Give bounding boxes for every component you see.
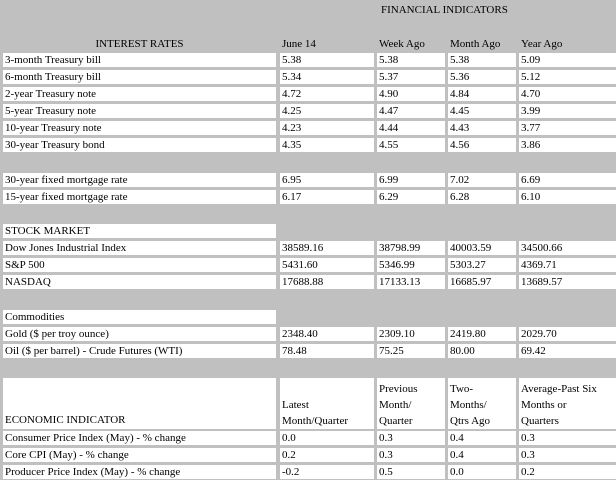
rate-row-value-col4: 5.09 [519, 53, 616, 67]
economic-row-label: Producer Price Index (May) - % change [3, 465, 276, 479]
title-row [0, 2, 616, 18]
econ-col-average-line3: Quarters [521, 415, 559, 427]
economic-row-value-col2: 0.3 [377, 448, 445, 462]
economic-row-value-col1: -0.2 [280, 465, 374, 479]
stock-row-value-col1: 5431.60 [280, 258, 374, 272]
rate-row-value-col4: 3.99 [519, 104, 616, 118]
mortgage-row-value-col4: 6.69 [519, 173, 616, 187]
rate-row-value-col3: 5.36 [448, 70, 516, 84]
commodity-row-label: Oil ($ per barrel) - Crude Futures (WTI) [3, 344, 276, 358]
econ-col-previous [377, 378, 445, 429]
economic-indicator-heading: ECONOMIC INDICATOR [3, 378, 276, 429]
economic-row-value-col3: 0.4 [448, 448, 516, 462]
rate-row-label: 5-year Treasury note [3, 104, 276, 118]
rate-row-value-col2: 5.37 [377, 70, 445, 84]
stock-market-header-row [0, 223, 616, 239]
econ-col-latest [280, 378, 374, 429]
mortgage-row-value-col3: 7.02 [448, 173, 516, 187]
rate-row-value-col1: 4.72 [280, 87, 374, 101]
rate-row-value-col4: 3.86 [519, 138, 616, 152]
stock-row-value-col2: 5346.99 [377, 258, 445, 272]
stock-row [0, 257, 616, 273]
rate-row-label: 2-year Treasury note [3, 87, 276, 101]
stock-row-value-col3: 5303.27 [448, 258, 516, 272]
mortgage-row [0, 189, 616, 205]
commodity-row-label: Gold ($ per troy ounce) [3, 327, 276, 341]
commodity-row [0, 343, 616, 359]
economic-row-value-col2: 0.3 [377, 431, 445, 445]
mortgage-row-label: 15-year fixed mortgage rate [3, 190, 276, 204]
rate-row [0, 137, 616, 153]
rate-row-value-col2: 4.44 [377, 121, 445, 135]
rate-row-value-col3: 5.38 [448, 53, 516, 67]
economic-row-value-col4: 0.3 [519, 431, 616, 445]
rate-row-value-col4: 5.12 [519, 70, 616, 84]
econ-col-average-line1: Average-Past Six [521, 383, 597, 395]
econ-col-two-ago-line3: Qtrs Ago [450, 415, 491, 427]
econ-col-average-line2: Months or [521, 399, 567, 411]
econ-col-two-ago-line1: Two- [450, 383, 474, 395]
economic-row [0, 430, 616, 446]
commodity-row-value-col2: 75.25 [377, 344, 445, 358]
economic-row [0, 464, 616, 480]
rate-row-value-col2: 4.90 [377, 87, 445, 101]
econ-col-two-ago-line2: Months/ [450, 399, 487, 411]
mortgage-row-value-col2: 6.99 [377, 173, 445, 187]
economic-row-label: Consumer Price Index (May) - % change [3, 431, 276, 445]
rate-row-value-col3: 4.56 [448, 138, 516, 152]
rate-row [0, 52, 616, 68]
rate-row-value-col3: 4.45 [448, 104, 516, 118]
econ-col-previous-line2: Month/ [379, 399, 412, 411]
rate-row-value-col2: 4.47 [377, 104, 445, 118]
stock-row-value-col2: 17133.13 [377, 275, 445, 289]
interest-rates-heading: INTEREST RATES [95, 38, 184, 50]
commodity-row-value-col4: 69.42 [519, 344, 616, 358]
stock-row-value-col2: 38798.99 [377, 241, 445, 255]
rate-row-value-col1: 5.34 [280, 70, 374, 84]
econ-col-latest-line2: Latest [282, 399, 309, 411]
rate-row-value-col2: 4.55 [377, 138, 445, 152]
stock-row-value-col4: 34500.66 [519, 241, 616, 255]
rate-row-value-col4: 4.70 [519, 87, 616, 101]
econ-col-average [519, 378, 616, 429]
commodity-row-value-col4: 2029.70 [519, 327, 616, 341]
commodity-row-value-col2: 2309.10 [377, 327, 445, 341]
mortgage-row-value-col2: 6.29 [377, 190, 445, 204]
stock-row-label: S&P 500 [3, 258, 276, 272]
rate-row [0, 69, 616, 85]
econ-col-two-ago [448, 378, 516, 429]
rate-row [0, 120, 616, 136]
page-title: FINANCIAL INDICATORS [381, 4, 508, 16]
economic-row [0, 447, 616, 463]
mortgage-row-value-col1: 6.95 [280, 173, 374, 187]
econ-col-latest-line1 [282, 381, 374, 397]
mortgage-row-value-col3: 6.28 [448, 190, 516, 204]
econ-col-previous-line3: Quarter [379, 415, 413, 427]
stock-row-value-col3: 16685.97 [448, 275, 516, 289]
stock-row-value-col4: 4369.71 [519, 258, 616, 272]
rate-row-value-col1: 4.23 [280, 121, 374, 135]
economic-row-value-col1: 0.2 [280, 448, 374, 462]
stock-row-label: NASDAQ [3, 275, 276, 289]
economic-row-value-col1: 0.0 [280, 431, 374, 445]
econ-col-latest-line3: Month/Quarter [282, 415, 348, 427]
mortgage-row-value-col1: 6.17 [280, 190, 374, 204]
rate-row-value-col4: 3.77 [519, 121, 616, 135]
economic-row-value-col4: 0.2 [519, 465, 616, 479]
economic-row-label: Core CPI (May) - % change [3, 448, 276, 462]
rate-row-value-col3: 4.43 [448, 121, 516, 135]
column-header-year-ago: Year Ago [521, 38, 563, 50]
rate-row-label: 3-month Treasury bill [3, 53, 276, 67]
commodity-row [0, 326, 616, 342]
rate-row [0, 103, 616, 119]
mortgage-row-label: 30-year fixed mortgage rate [3, 173, 276, 187]
stock-row-value-col4: 13689.57 [519, 275, 616, 289]
rate-row-value-col1: 4.35 [280, 138, 374, 152]
stock-row-value-col1: 38589.16 [280, 241, 374, 255]
commodity-row-value-col1: 2348.40 [280, 327, 374, 341]
column-header-week-ago: Week Ago [379, 38, 425, 50]
rate-row-value-col3: 4.84 [448, 87, 516, 101]
economic-row-value-col3: 0.4 [448, 431, 516, 445]
stock-row [0, 240, 616, 256]
stock-row-value-col3: 40003.59 [448, 241, 516, 255]
rate-row-value-col1: 4.25 [280, 104, 374, 118]
economic-row-value-col2: 0.5 [377, 465, 445, 479]
rate-row [0, 86, 616, 102]
interest-rates-header-row [0, 36, 616, 52]
rate-row-label: 10-year Treasury note [3, 121, 276, 135]
stock-market-heading: STOCK MARKET [3, 224, 276, 238]
column-header-month-ago: Month Ago [450, 38, 501, 50]
stock-row [0, 274, 616, 290]
stock-row-label: Dow Jones Industrial Index [3, 241, 276, 255]
column-header-june-14: June 14 [282, 38, 316, 50]
rate-row-value-col2: 5.38 [377, 53, 445, 67]
commodity-row-value-col3: 2419.80 [448, 327, 516, 341]
rate-row-label: 6-month Treasury bill [3, 70, 276, 84]
economic-row-value-col3: 0.0 [448, 465, 516, 479]
rate-row-value-col1: 5.38 [280, 53, 374, 67]
commodities-header-row [0, 309, 616, 325]
stock-row-value-col1: 17688.88 [280, 275, 374, 289]
rate-row-label: 30-year Treasury bond [3, 138, 276, 152]
mortgage-row [0, 172, 616, 188]
econ-col-previous-line1: Previous [379, 383, 418, 395]
commodities-heading: Commodities [3, 310, 276, 324]
commodity-row-value-col1: 78.48 [280, 344, 374, 358]
economic-row-value-col4: 0.3 [519, 448, 616, 462]
mortgage-row-value-col4: 6.10 [519, 190, 616, 204]
commodity-row-value-col3: 80.00 [448, 344, 516, 358]
